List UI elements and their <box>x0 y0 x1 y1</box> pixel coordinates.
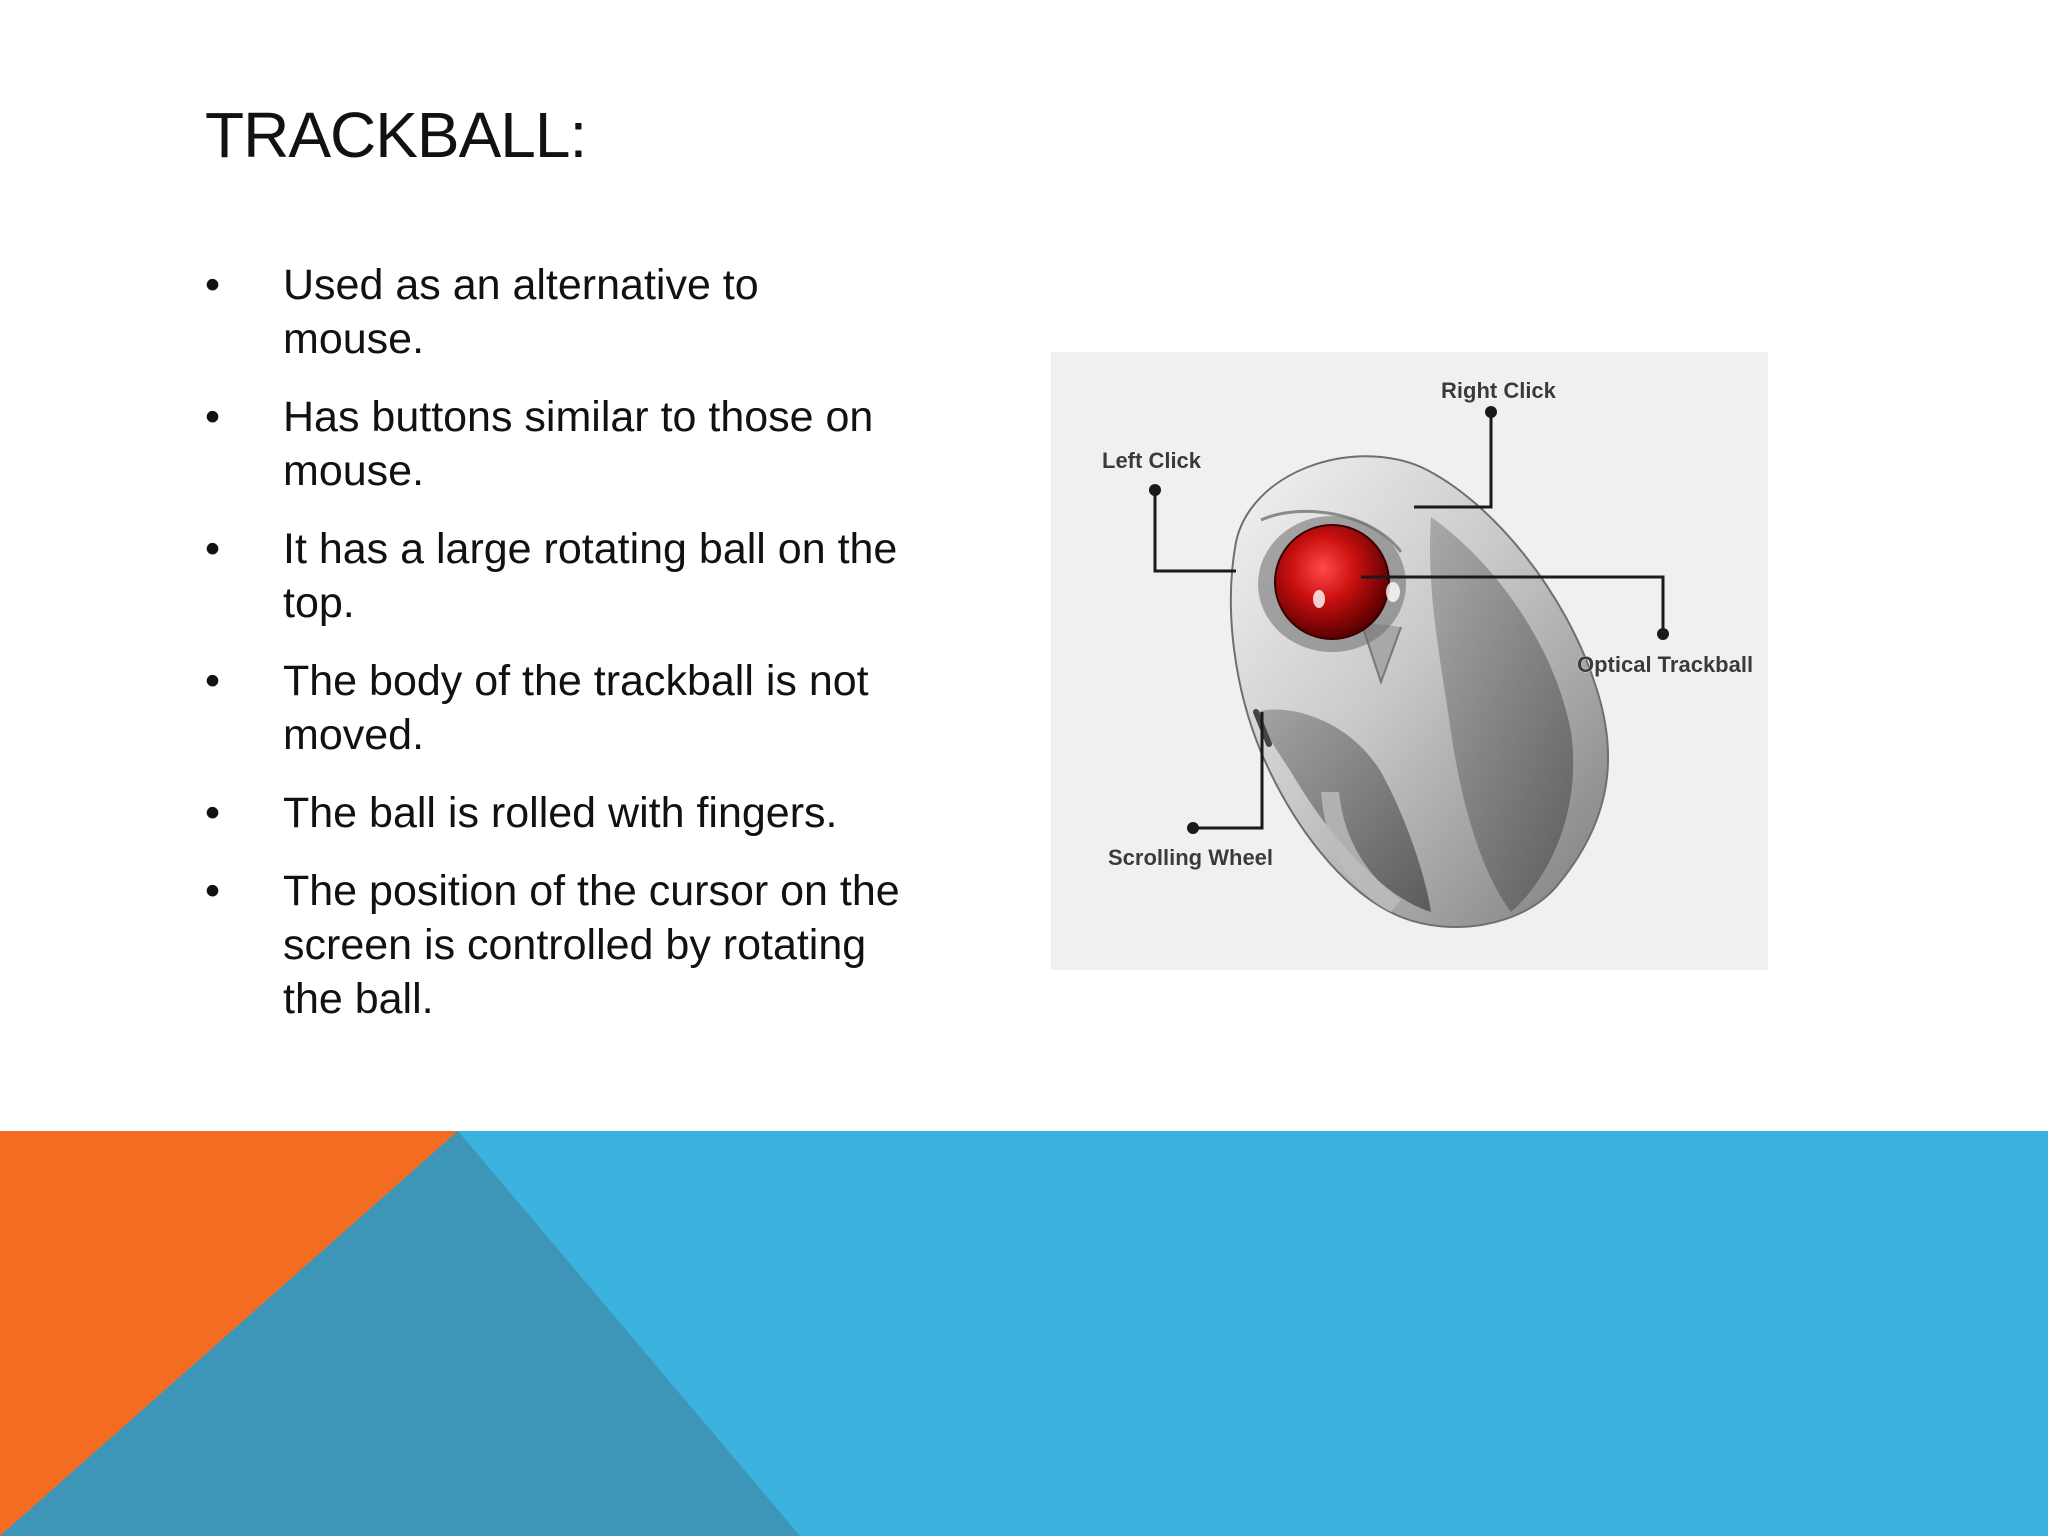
bullet-item <box>205 390 905 498</box>
scrolling-wheel-label: Scrolling Wheel <box>1108 845 1274 870</box>
footer-decoration <box>0 1131 2048 1536</box>
bullet-item <box>205 654 905 762</box>
slide-title: TRACKBALL: <box>205 99 587 171</box>
bullet-item <box>205 258 905 366</box>
bullet-text: Has buttons similar to those on mouse. <box>283 393 874 495</box>
bullet-list <box>205 258 905 1050</box>
left-click-label: Left Click <box>1102 448 1202 473</box>
bullet-icon: • <box>205 867 221 915</box>
bullet-item <box>205 864 905 1026</box>
bullet-icon: • <box>205 261 221 309</box>
bullet-text: The body of the trackball is not moved. <box>283 657 869 759</box>
bullet-text: It has a large rotating ball on the top. <box>283 525 898 627</box>
bullet-text: The ball is rolled with fingers. <box>283 789 838 837</box>
right-click-label: Right Click <box>1441 378 1556 403</box>
bullet-icon: • <box>205 393 221 441</box>
bullet-text: The position of the cursor on the screen is controlled by rotating the ball. <box>283 867 900 1023</box>
bullet-item <box>205 522 905 630</box>
bullet-text: Used as an alternative to mouse. <box>283 261 759 363</box>
bullet-item <box>205 786 905 840</box>
trackball-figure <box>1051 352 1768 970</box>
bullet-icon: • <box>205 525 221 573</box>
bullet-icon: • <box>205 789 221 837</box>
bullet-icon: • <box>205 657 221 705</box>
optical-trackball-label: Optical Trackball <box>1577 652 1754 677</box>
